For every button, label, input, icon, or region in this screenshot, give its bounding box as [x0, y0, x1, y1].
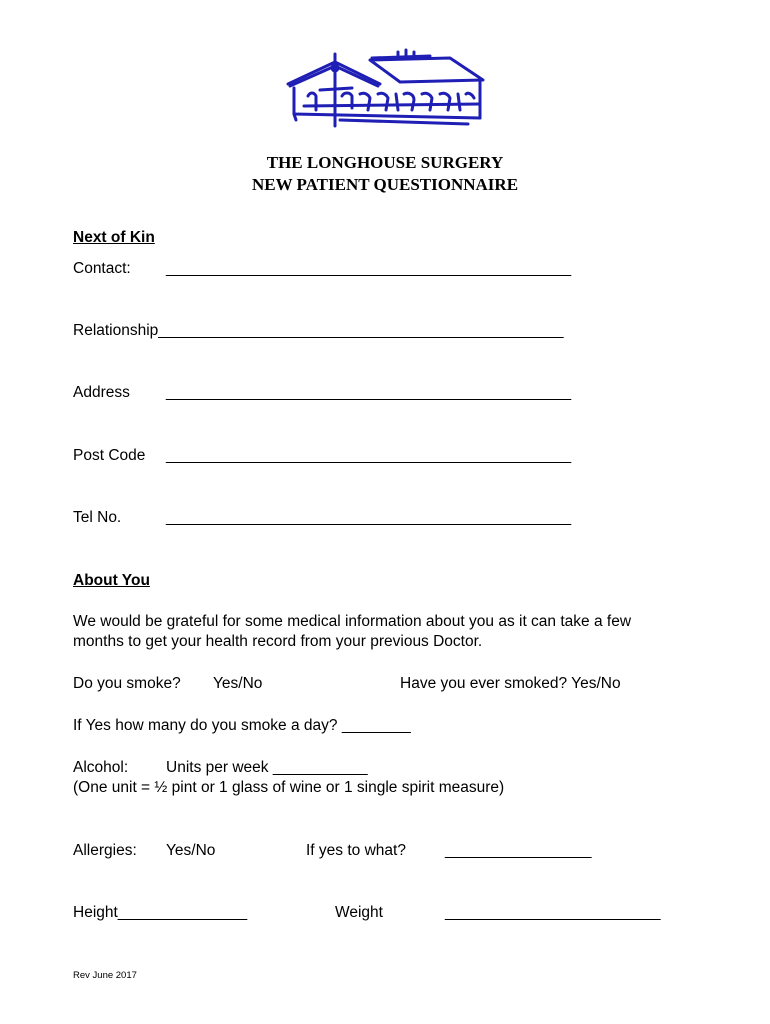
- address-field[interactable]: _______________________________________________: [166, 384, 572, 401]
- contact-label: Contact:: [73, 260, 131, 277]
- allergies-label: Allergies:: [73, 842, 137, 859]
- allergies-answer-option[interactable]: Yes/No: [166, 842, 216, 859]
- about-you-heading: About You: [73, 572, 150, 589]
- weight-label: Weight: [335, 904, 383, 921]
- relationship-field[interactable]: Relationship_______________________________________________: [73, 322, 564, 339]
- address-label: Address: [73, 384, 130, 401]
- tel-label: Tel No.: [73, 509, 122, 526]
- smoke-question: Do you smoke?: [73, 675, 181, 692]
- form-title: THE LONGHOUSE SURGERY: [266, 153, 504, 172]
- intro-text-line-1: We would be grateful for some medical information about you as it can take a few: [73, 613, 632, 630]
- alcohol-label: Alcohol:: [73, 759, 129, 776]
- alcohol-unit-note: (One unit = ½ pint or 1 glass of wine or 1 single spirit measure): [73, 779, 505, 796]
- alcohol-units-field[interactable]: Units per week ___________: [166, 759, 368, 776]
- revision-note: Rev June 2017: [73, 970, 137, 981]
- intro-text-line-2: months to get your health record from your previous Doctor.: [73, 633, 483, 650]
- weight-field[interactable]: _________________________: [445, 904, 661, 921]
- form-subtitle: NEW PATIENT QUESTIONNAIRE: [251, 175, 519, 194]
- surgery-logo: [280, 44, 490, 130]
- cigarettes-per-day-field[interactable]: If Yes how many do you smoke a day? ________: [73, 717, 411, 734]
- tel-field[interactable]: _______________________________________________: [166, 509, 572, 526]
- contact-field[interactable]: _______________________________________________: [166, 260, 572, 277]
- smoke-answer-option[interactable]: Yes/No: [213, 675, 263, 692]
- height-field[interactable]: Height_______________: [73, 904, 248, 921]
- allergies-what-label: If yes to what?: [306, 842, 406, 859]
- postcode-label: Post Code: [73, 447, 146, 464]
- postcode-field[interactable]: _______________________________________________: [166, 447, 572, 464]
- allergies-what-field[interactable]: _________________: [445, 842, 592, 859]
- next-of-kin-heading: Next of Kin: [73, 229, 155, 246]
- ever-smoked-question[interactable]: Have you ever smoked? Yes/No: [400, 675, 621, 692]
